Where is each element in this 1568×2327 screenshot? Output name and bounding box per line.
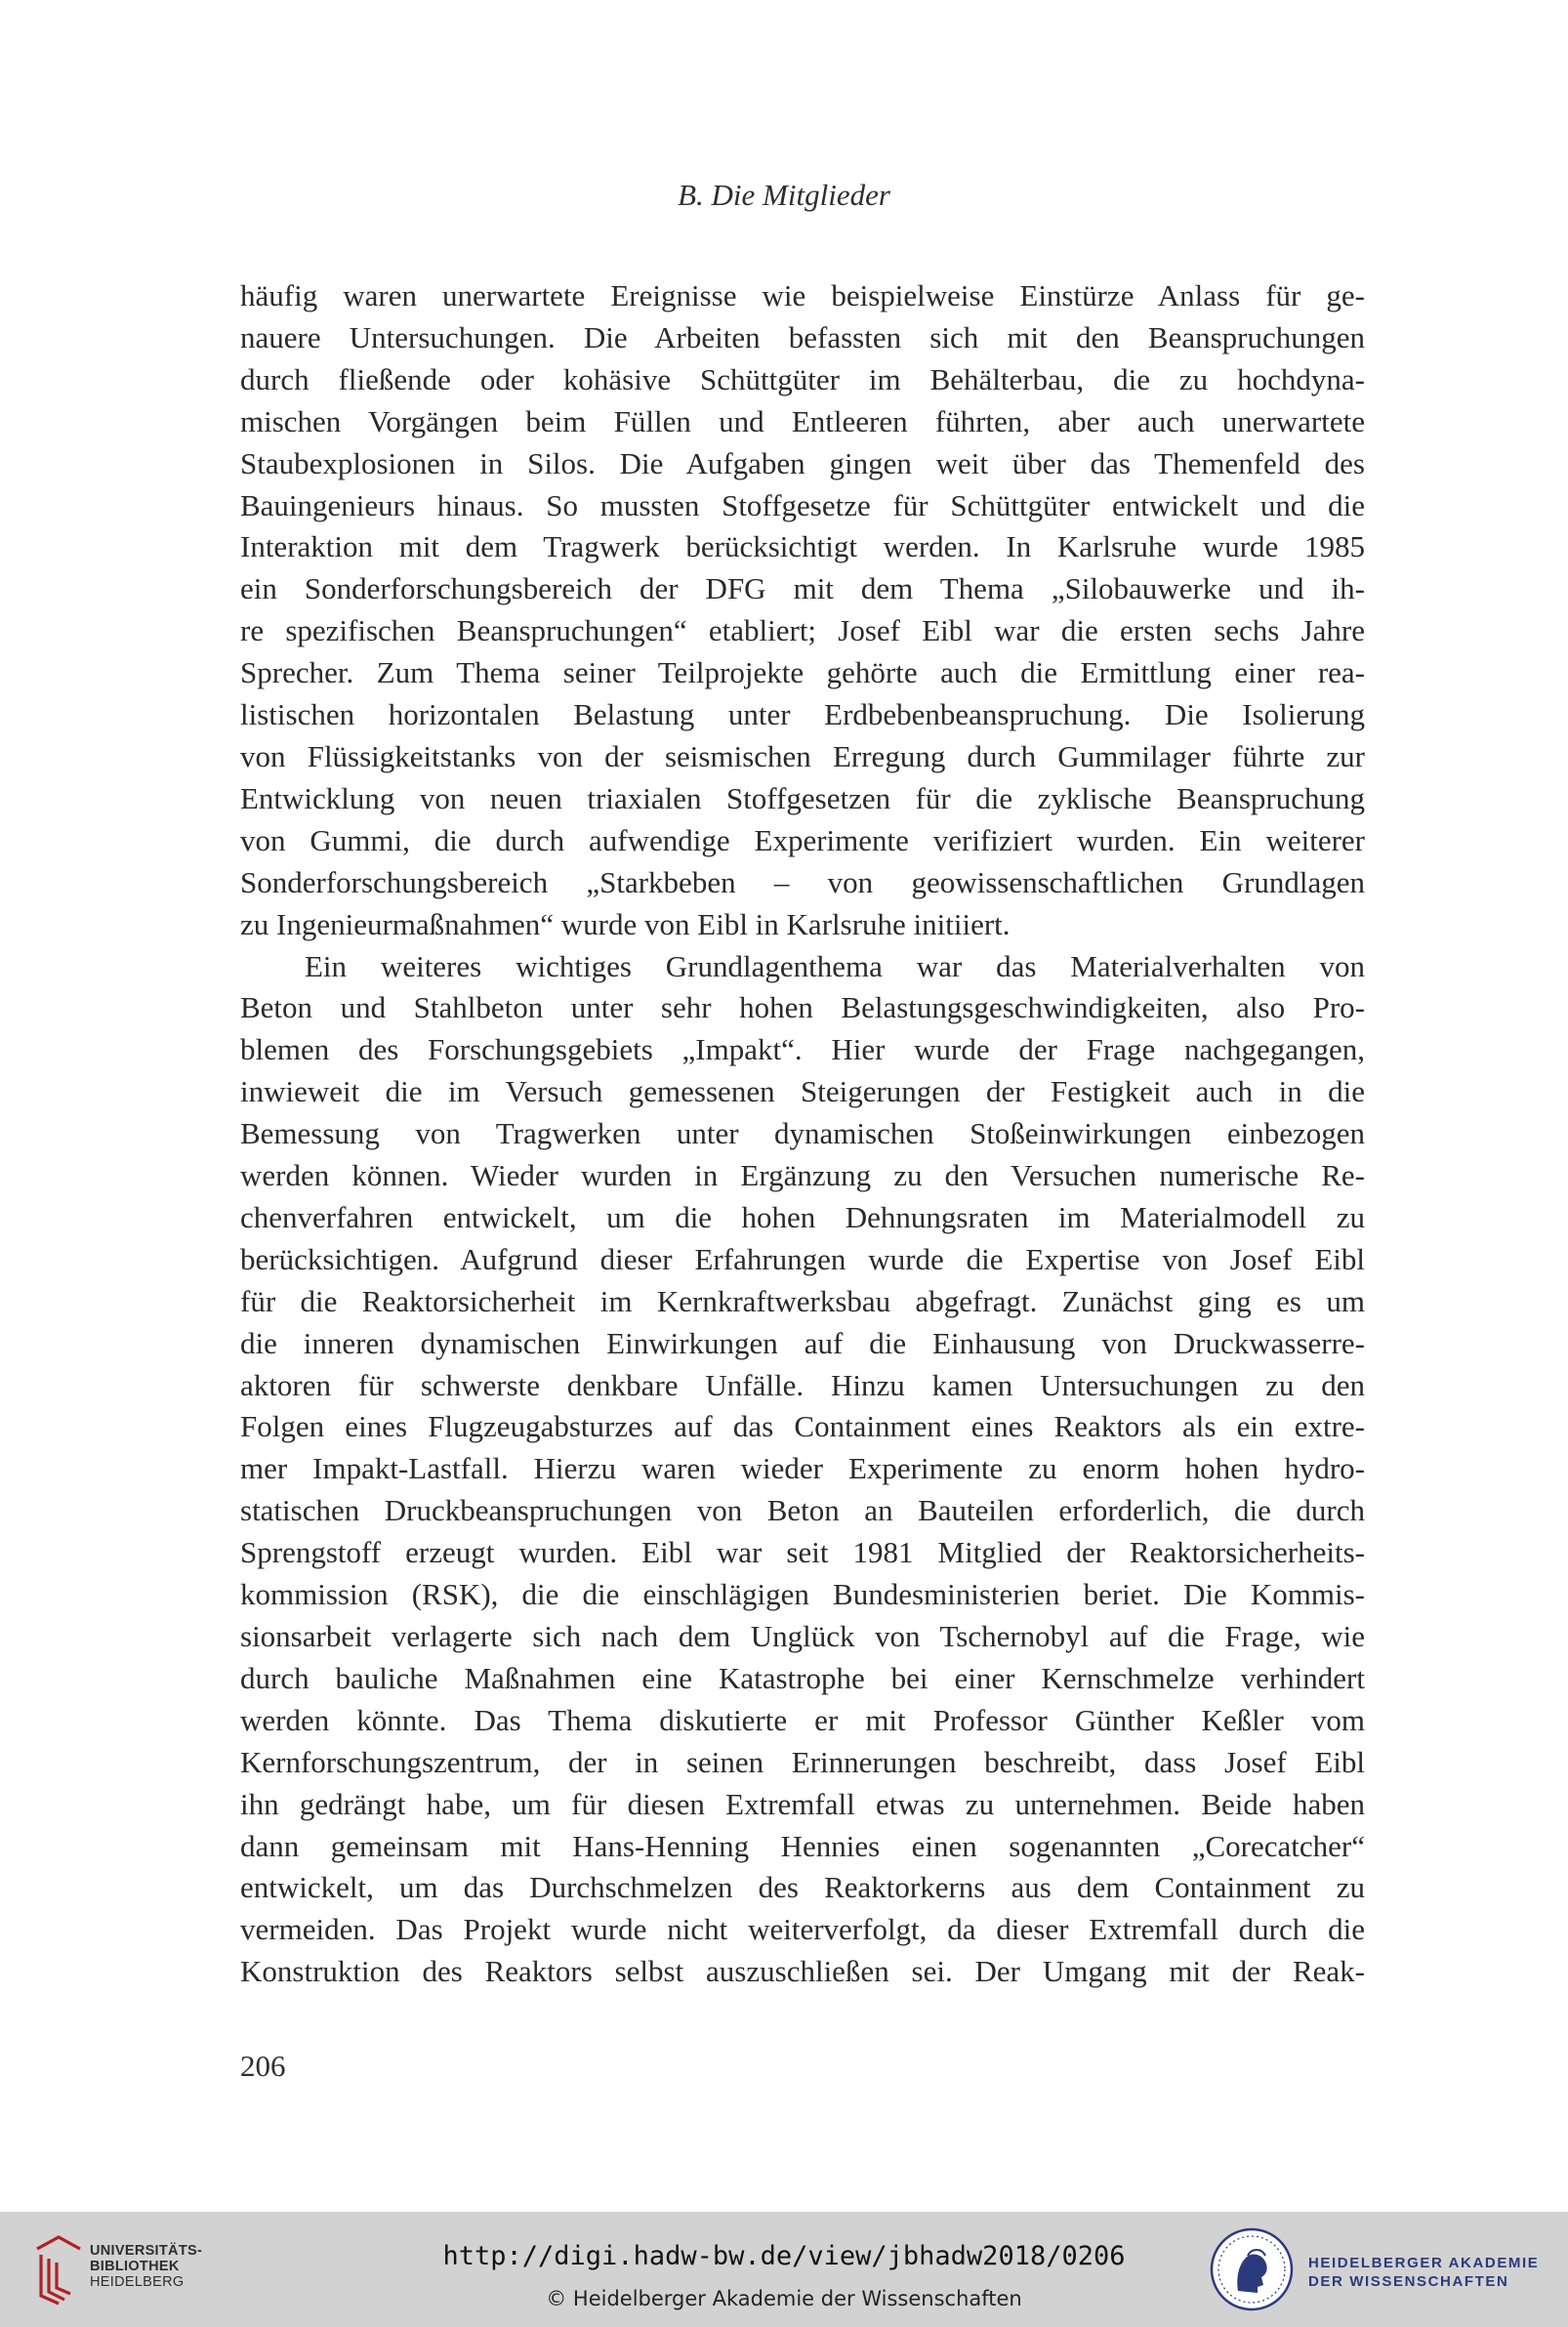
- text-line: chenverfahren entwickelt, um die hohen Dehnungsraten im Materialmodell zu: [240, 1199, 1365, 1234]
- text-line: ein Sonderforschungsbereich der DFG mit dem Thema „Silobauwerke und ih-: [240, 571, 1365, 606]
- library-logo-line: UNIVERSITÄTS-: [90, 2243, 203, 2259]
- footer-bar: [0, 2212, 1568, 2327]
- library-logo-line: HEIDELBERG: [90, 2274, 185, 2290]
- text-line: durch fließende oder kohäsive Schüttgüter im Behälterbau, die zu hochdyna-: [240, 361, 1365, 396]
- body-text: [240, 275, 1365, 1993]
- text-line: für die Reaktorsicherheit im Kernkraftwerksbau abgefragt. Zunächst ging es um: [240, 1283, 1365, 1318]
- text-line: Kernforschungszentrum, der in seinen Erinnerungen beschreibt, dass Josef Eibl: [240, 1744, 1365, 1779]
- page-number: 206: [240, 2049, 286, 2083]
- paragraph-1: [240, 275, 1365, 946]
- text-line: re spezifischen Beanspruchungen“ etabliert; Josef Eibl war die ersten sechs Jahre: [240, 613, 1365, 648]
- paragraph-2: [240, 946, 1365, 1994]
- academy-seal-icon: [1209, 2226, 1295, 2312]
- text-line: werden könnte. Das Thema diskutierte er mit Professor Günther Keßler vom: [240, 1702, 1365, 1737]
- text-line: dann gemeinsam mit Hans-Henning Hennies einen sogenannten „Corecatcher“: [240, 1828, 1365, 1863]
- academy-logo-line: HEIDELBERGER AKADEMIE: [1308, 2255, 1540, 2271]
- text-line: Folgen eines Flugzeugabsturzes auf das Containment eines Reaktors als ein extre-: [240, 1409, 1365, 1444]
- text-line: blemen des Forschungsgebiets „Impakt“. Hier wurde der Frage nachgegangen,: [240, 1032, 1365, 1067]
- text-line: Ein weiteres wichtiges Grundlagenthema war das Materialverhalten von: [305, 948, 1365, 983]
- text-line: häufig waren unerwartete Ereignisse wie beispielweise Einstürze Anlass für ge-: [240, 278, 1365, 312]
- text-line: berücksichtigen. Aufgrund dieser Erfahrungen wurde die Expertise von Josef Eibl: [240, 1241, 1365, 1276]
- text-line: von Flüssigkeitstanks von der seismischen Erregung durch Gummilager führte zur: [240, 738, 1365, 773]
- text-line: mer Impakt-Lastfall. Hierzu waren wieder Experimente zu enorm hohen hydro-: [240, 1451, 1365, 1486]
- text-line: Beton und Stahlbeton unter sehr hohen Belastungsgeschwindigkeiten, also Pro-: [240, 990, 1365, 1025]
- text-line: die inneren dynamischen Einwirkungen auf die Einhausung von Druckwasserre-: [240, 1325, 1365, 1360]
- text-line: nauere Untersuchungen. Die Arbeiten befassten sich mit den Beanspruchungen: [240, 319, 1365, 354]
- text-line: kommission (RSK), die die einschlägigen Bundesministerien beriet. Die Kommis-: [240, 1577, 1365, 1612]
- academy-logo-line: DER WISSENSCHAFTEN: [1308, 2273, 1509, 2290]
- text-line: Sprecher. Zum Thema seiner Teilprojekte gehörte auch die Ermittlung einer rea-: [240, 655, 1365, 690]
- academy-logo[interactable]: [1209, 2226, 1541, 2314]
- text-line: durch bauliche Maßnahmen eine Katastrophe bei einer Kernschmelze verhindert: [240, 1660, 1365, 1695]
- text-line: ihn gedrängt habe, um für diesen Extremfall etwas zu unternehmen. Beide haben: [240, 1786, 1365, 1821]
- text-line: aktoren für schwerste denkbare Unfälle. Hinzu kamen Untersuchungen zu den: [240, 1367, 1365, 1402]
- text-line: zu Ingenieurmaßnahmen“ wurde von Eibl in Karlsruhe initiiert.: [240, 906, 1011, 941]
- text-line: Bemessung von Tragwerken unter dynamischen Stoßeinwirkungen einbezogen: [240, 1116, 1365, 1151]
- text-line: inwieweit die im Versuch gemessenen Steigerungen der Festigkeit auch in die: [240, 1074, 1365, 1109]
- permalink-url[interactable]: http://digi.hadw-bw.de/view/jbhadw2018/0206: [442, 2241, 1126, 2271]
- text-line: werden können. Wieder wurden in Ergänzung zu den Versuchen numerische Re-: [240, 1158, 1365, 1193]
- text-line: Sprengstoff erzeugt wurden. Eibl war seit 1981 Mitglied der Reaktorsicherheits-: [240, 1535, 1365, 1570]
- academy-logo-text: [1308, 2254, 1539, 2291]
- text-line: Interaktion mit dem Tragwerk berücksichtigt werden. In Karlsruhe wurde 1985: [240, 529, 1365, 564]
- copyright-notice: © Heidelberger Akademie der Wissenschaften: [546, 2287, 1022, 2310]
- text-line: Staubexplosionen in Silos. Die Aufgaben gingen weit über das Themenfeld des: [240, 445, 1365, 480]
- text-line: Bauingenieurs hinaus. So mussten Stoffgesetze für Schüttgüter entwickelt und die: [240, 487, 1365, 522]
- text-line: statischen Druckbeanspruchungen von Beton an Bauteilen erforderlich, die durch: [240, 1493, 1365, 1528]
- text-line: vermeiden. Das Projekt wurde nicht weiterverfolgt, da dieser Extremfall durch die: [240, 1912, 1365, 1947]
- text-line: listischen horizontalen Belastung unter Erdbebenbeanspruchung. Die Isolierung: [240, 697, 1365, 732]
- text-line: entwickelt, um das Durchschmelzen des Reaktorkerns aus dem Containment zu: [240, 1870, 1365, 1905]
- text-line: von Gummi, die durch aufwendige Experimente verifiziert wurden. Ein weiterer: [240, 822, 1365, 857]
- text-line: sionsarbeit verlagerte sich nach dem Unglück von Tschernobyl auf die Frage, wie: [240, 1619, 1365, 1653]
- text-line: Entwicklung von neuen triaxialen Stoffgesetzen für die zyklische Beanspruchung: [240, 780, 1365, 815]
- running-header: B. Die Mitglieder: [678, 178, 890, 212]
- text-line: mischen Vorgängen beim Füllen und Entleeren führten, aber auch unerwartete: [240, 403, 1365, 438]
- text-line: Konstruktion des Reaktors selbst auszuschließen sei. Der Umgang mit der Reak-: [240, 1954, 1365, 1989]
- library-logo-line: BIBLIOTHEK: [90, 2259, 180, 2274]
- text-line: Sonderforschungsbereich „Starkbeben – von geowissenschaftlichen Grundlagen: [240, 864, 1365, 899]
